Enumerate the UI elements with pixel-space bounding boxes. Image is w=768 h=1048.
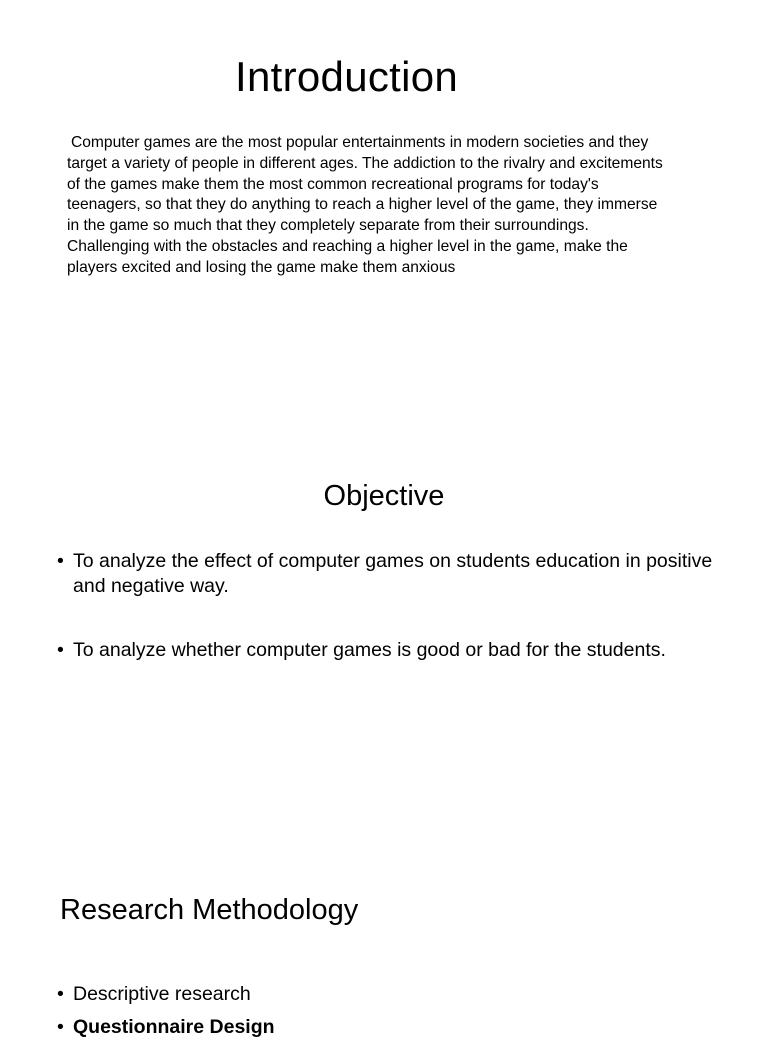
introduction-title: Introduction [235,53,459,100]
introduction-body: Computer games are the most popular entertainments in modern societies and they target a variety of people in different ages. The addiction to the rivalry and excitements of the games make them the most common recreational programs for today's teenagers, so that they do anything to reach a higher level of the game, they immerse in the game so much that they completely separate from their surroundings. Challenging with the obstacles and reaching a higher level in the game, make the players excited and losing the game make them anxious [67,134,663,276]
methodology-bullet-text: Questionnaire Design [73,1016,275,1038]
objective-bullet-item [57,638,737,663]
methodology-bullet-text: Descriptive research [73,983,251,1005]
objective-bullet-text: To analyze the effect of computer games on students education in positive and negative way. [73,550,713,597]
objective-bullet-text: To analyze whether computer games is good or bad for the students. [73,639,666,661]
objective-title: Objective [323,480,445,512]
bullet-dot-icon: • [57,1016,64,1038]
bullet-dot-icon: • [57,550,64,572]
methodology-bullet-item [57,982,737,1007]
bullet-dot-icon: • [57,639,64,661]
research-methodology-title: Research Methodology [60,894,359,926]
objective-bullet-list [57,549,737,663]
objective-bullet-item [57,549,737,599]
methodology-bullet-list [57,982,737,1048]
bullet-dot-icon: • [57,983,64,1005]
methodology-bullet-item [57,1015,737,1040]
